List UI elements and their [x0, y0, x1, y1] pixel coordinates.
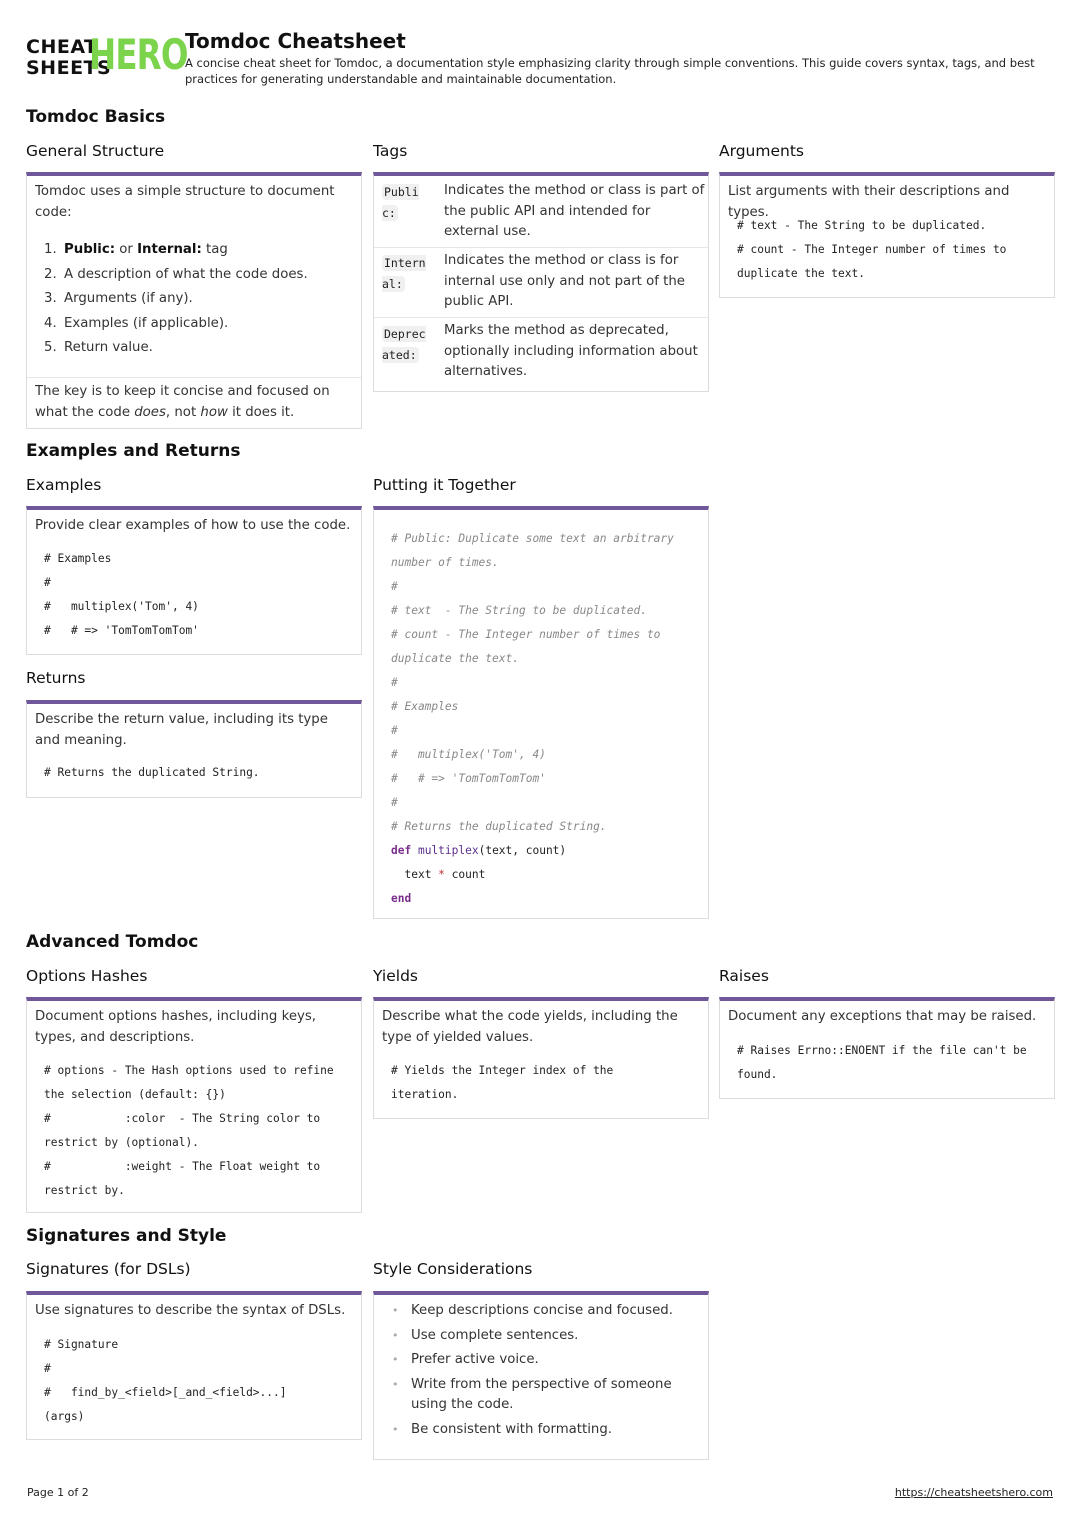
- card-title-options: Options Hashes: [26, 967, 148, 985]
- signatures-code: # Signature # # find_by_<field>[_and_<field>...](args): [44, 1338, 287, 1423]
- list-item: • Keep descriptions concise and focused.: [390, 1301, 690, 1322]
- examples-code: # Examples # # multiplex('Tom', 4) # # => 'TomTomTomTom': [44, 552, 199, 637]
- card-raises: [719, 997, 1055, 1099]
- page-number: Page 1 of 2: [27, 1486, 89, 1499]
- raises-text: Document any exceptions that may be raised.: [728, 1009, 1037, 1024]
- tag-code: Public:: [382, 185, 419, 220]
- card-title-tags: Tags: [373, 142, 408, 160]
- section-title-signatures-style: Signatures and Style: [26, 1226, 227, 1246]
- card-examples: [26, 506, 362, 655]
- section-title-examples-returns: Examples and Returns: [26, 441, 241, 461]
- tag-description: Indicates the method or class is part of the public API and intended for external use.: [444, 183, 705, 239]
- card-returns: [26, 700, 362, 798]
- list-item: • Write from the perspective of someone using the code.: [390, 1375, 690, 1416]
- general-structure-outro: The key is to keep it concise and focused on what the code does, not how it does it.: [35, 384, 330, 420]
- card-arguments: [719, 172, 1055, 298]
- general-structure-intro: Tomdoc uses a simple structure to document code:: [35, 184, 335, 220]
- table-row: [374, 318, 708, 392]
- list-item: • Use complete sentences.: [390, 1326, 690, 1347]
- card-putting-together: [373, 506, 709, 919]
- list-item: 4. Examples (if applicable).: [44, 315, 229, 331]
- card-title-examples: Examples: [26, 476, 102, 494]
- tag-code: Internal:: [382, 256, 426, 291]
- options-text: Document options hashes, including keys, types, and descriptions.: [35, 1009, 317, 1045]
- list-item: 1. Public: or Internal: tag: [44, 242, 228, 257]
- card-general-structure: [26, 172, 362, 429]
- table-row: [374, 248, 708, 318]
- tag-description: Marks the method as deprecated, optionally including information about alternatives.: [444, 323, 698, 379]
- examples-text: Provide clear examples of how to use the code.: [35, 518, 351, 533]
- footer-link[interactable]: https://cheatsheetshero.com: [894, 1486, 1053, 1499]
- page-title: Tomdoc Cheatsheet: [185, 29, 406, 53]
- list-item: 3. Arguments (if any).: [44, 291, 193, 307]
- card-title-putting-together: Putting it Together: [373, 476, 516, 494]
- yields-text: Describe what the code yields, including the type of yielded values.: [382, 1009, 678, 1045]
- logo-word-hero: HERO: [89, 30, 188, 79]
- page-description: A concise cheat sheet for Tomdoc, a documentation style emphasizing clarity through simple conventions. This guide covers syntax, tags, and best practices for generating understandable and maintainable documentation.: [185, 56, 1035, 86]
- card-title-raises: Raises: [719, 967, 769, 985]
- section-title-advanced: Advanced Tomdoc: [26, 932, 199, 952]
- divider: [27, 377, 361, 378]
- list-item: • Prefer active voice.: [390, 1350, 690, 1371]
- raises-code: # Raises Errno::ENOENT if the file can't be found.: [737, 1044, 1034, 1081]
- card-title-returns: Returns: [26, 669, 86, 687]
- section-title-basics: Tomdoc Basics: [26, 107, 166, 127]
- tag-description: Indicates the method or class is for internal use only and not part of the public API.: [444, 253, 685, 309]
- card-yields: [373, 997, 709, 1119]
- options-code: # options - The Hash options used to refine the selection (default: {}) # :color - The String color to restrict by (optional). # :weight - The Float weight to restrict by.: [44, 1064, 334, 1197]
- general-structure-list: [44, 240, 344, 363]
- code-block: # Public: Duplicate some text an arbitrary number of times. # # text - The String to be duplicated. # count - The Integer number of times to duplicate the text. # # Examples # # multiplex('Tom', 4) # # => 'TomTomTomTom' # # Returns the duplicated String. def multiplex(text, count) text * count end: [391, 527, 697, 911]
- card-options: [26, 997, 362, 1213]
- yields-code: # Yields the Integer index of the iteration.: [391, 1064, 621, 1101]
- list-item: 2. A description of what the code does.: [44, 266, 308, 282]
- table-row: [374, 176, 708, 248]
- arguments-text: List arguments with their descriptions and types.: [728, 184, 1010, 220]
- cheatsheetshero-logo[interactable]: [26, 30, 188, 80]
- tag-code: Deprecated:: [382, 327, 426, 362]
- logo-word-sheets: SHEETS: [26, 57, 112, 79]
- signatures-text: Use signatures to describe the syntax of DSLs.: [35, 1303, 346, 1318]
- card-title-signatures: Signatures (for DSLs): [26, 1260, 191, 1278]
- card-title-arguments: Arguments: [719, 142, 804, 160]
- list-item: 5. Return value.: [44, 340, 153, 356]
- card-tags: [373, 172, 709, 392]
- style-list: [390, 1301, 690, 1444]
- returns-text: Describe the return value, including its type and meaning.: [35, 712, 328, 748]
- arguments-code: # text - The String to be duplicated. # count - The Integer number of times to duplicate the text.: [737, 219, 1007, 280]
- list-item: • Be consistent with formatting.: [390, 1420, 690, 1441]
- card-title-style: Style Considerations: [373, 1260, 533, 1278]
- card-title-yields: Yields: [373, 967, 418, 985]
- logo-word-cheat: CHEAT: [26, 36, 98, 58]
- card-signatures: [26, 1291, 362, 1440]
- returns-code: # Returns the duplicated String.: [44, 766, 260, 779]
- card-style: [373, 1291, 709, 1460]
- code-comments: # Public: Duplicate some text an arbitrary number of times. # # text - The String to be duplicated. # count - The Integer number of times to duplicate the text. # # Examples # # multiplex('Tom', 4) # # => 'TomTomTomTom' # # Returns the duplicated String.: [391, 532, 674, 833]
- card-title-general-structure: General Structure: [26, 142, 165, 160]
